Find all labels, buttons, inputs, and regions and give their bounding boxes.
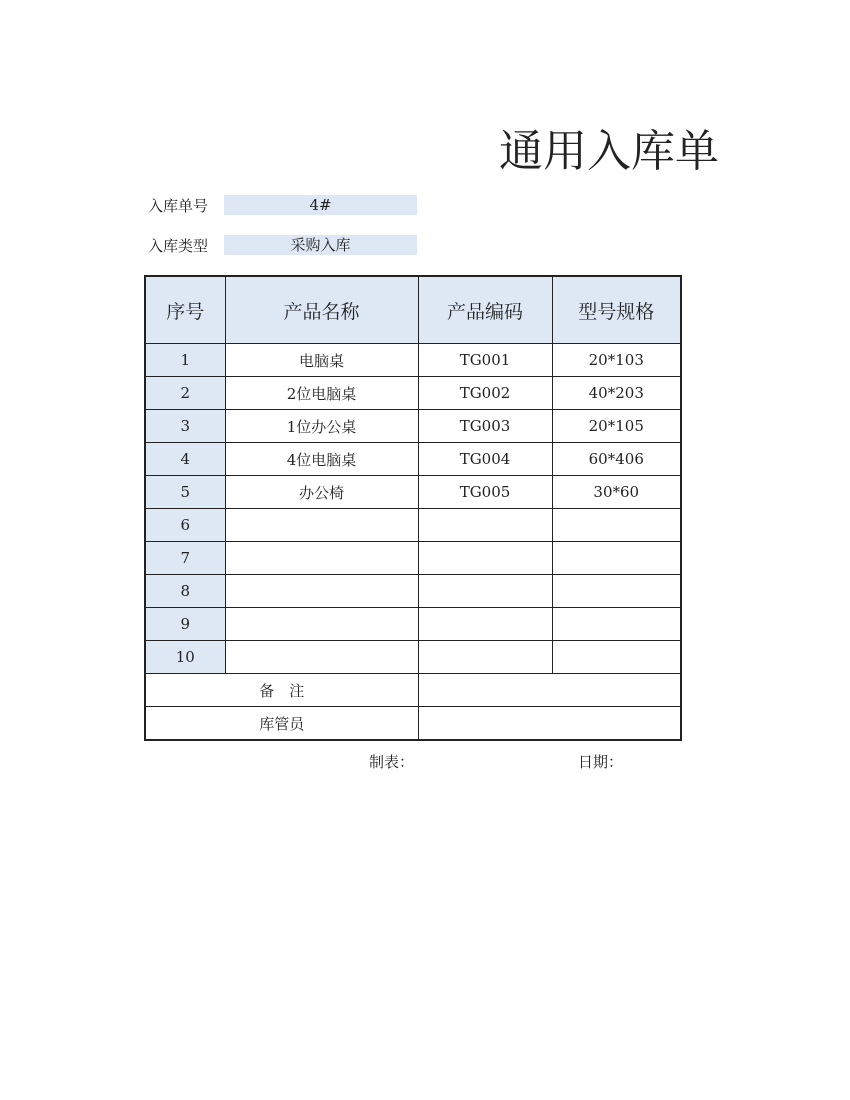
product-name-cell[interactable]: 1位办公桌 [225, 410, 418, 443]
type-label: 入库类型 [148, 237, 209, 255]
product-spec-cell[interactable] [552, 608, 681, 641]
keeper-row [145, 707, 681, 741]
row-no-cell: 4 [145, 443, 225, 476]
inbound-table [144, 275, 682, 741]
product-code-cell[interactable] [418, 641, 552, 674]
product-name-cell[interactable] [225, 641, 418, 674]
product-code-cell[interactable] [418, 575, 552, 608]
product-name-cell[interactable]: 办公椅 [225, 476, 418, 509]
title-area [440, 120, 719, 186]
row-no-cell: 1 [145, 344, 225, 377]
product-code-cell[interactable] [418, 608, 552, 641]
remark-value[interactable] [418, 674, 681, 707]
product-code-cell[interactable]: TG004 [418, 443, 552, 476]
product-code-cell[interactable]: TG002 [418, 377, 552, 410]
table-row [145, 641, 681, 674]
date-label: 日期： [578, 753, 624, 771]
product-spec-cell[interactable]: 60*406 [552, 443, 681, 476]
table-row [145, 542, 681, 575]
row-no-cell: 2 [145, 377, 225, 410]
table-row [145, 377, 681, 410]
product-code-cell[interactable]: TG003 [418, 410, 552, 443]
keeper-value[interactable] [418, 707, 681, 741]
product-code-cell[interactable]: TG001 [418, 344, 552, 377]
product-name-cell[interactable] [225, 575, 418, 608]
remark-label: 备 注 [145, 674, 418, 707]
product-spec-cell[interactable]: 30*60 [552, 476, 681, 509]
product-spec-cell[interactable]: 40*203 [552, 377, 681, 410]
row-no-cell: 8 [145, 575, 225, 608]
product-name-cell[interactable] [225, 608, 418, 641]
form-title: 通用入库单 [499, 126, 719, 177]
table-row [145, 443, 681, 476]
header-no: 序号 [145, 276, 225, 344]
product-code-cell[interactable] [418, 542, 552, 575]
product-spec-cell[interactable]: 20*105 [552, 410, 681, 443]
table-row [145, 476, 681, 509]
table-header-row [145, 276, 681, 344]
product-code-cell[interactable]: TG005 [418, 476, 552, 509]
product-spec-cell[interactable] [552, 542, 681, 575]
row-no-cell: 10 [145, 641, 225, 674]
product-name-cell[interactable]: 2位电脑桌 [225, 377, 418, 410]
row-no-cell: 7 [145, 542, 225, 575]
product-name-cell[interactable] [225, 509, 418, 542]
table-row [145, 509, 681, 542]
row-no-cell: 9 [145, 608, 225, 641]
maker-label: 制表： [369, 753, 415, 771]
header-spec: 型号规格 [552, 276, 681, 344]
product-spec-cell[interactable] [552, 641, 681, 674]
order-no-value[interactable]: 4# [224, 195, 417, 215]
product-name-cell[interactable]: 4位电脑桌 [225, 443, 418, 476]
header-code: 产品编码 [418, 276, 552, 344]
row-no-cell: 6 [145, 509, 225, 542]
order-no-label: 入库单号 [148, 197, 209, 215]
product-spec-cell[interactable] [552, 509, 681, 542]
product-code-cell[interactable] [418, 509, 552, 542]
header-name: 产品名称 [225, 276, 418, 344]
type-value[interactable]: 采购入库 [224, 235, 417, 255]
product-name-cell[interactable] [225, 542, 418, 575]
row-no-cell: 5 [145, 476, 225, 509]
remark-row [145, 674, 681, 707]
product-spec-cell[interactable] [552, 575, 681, 608]
product-spec-cell[interactable]: 20*103 [552, 344, 681, 377]
product-name-cell[interactable]: 电脑桌 [225, 344, 418, 377]
table-row [145, 410, 681, 443]
row-no-cell: 3 [145, 410, 225, 443]
table-row [145, 575, 681, 608]
table-row [145, 344, 681, 377]
keeper-label: 库管员 [145, 707, 418, 741]
table-row [145, 608, 681, 641]
